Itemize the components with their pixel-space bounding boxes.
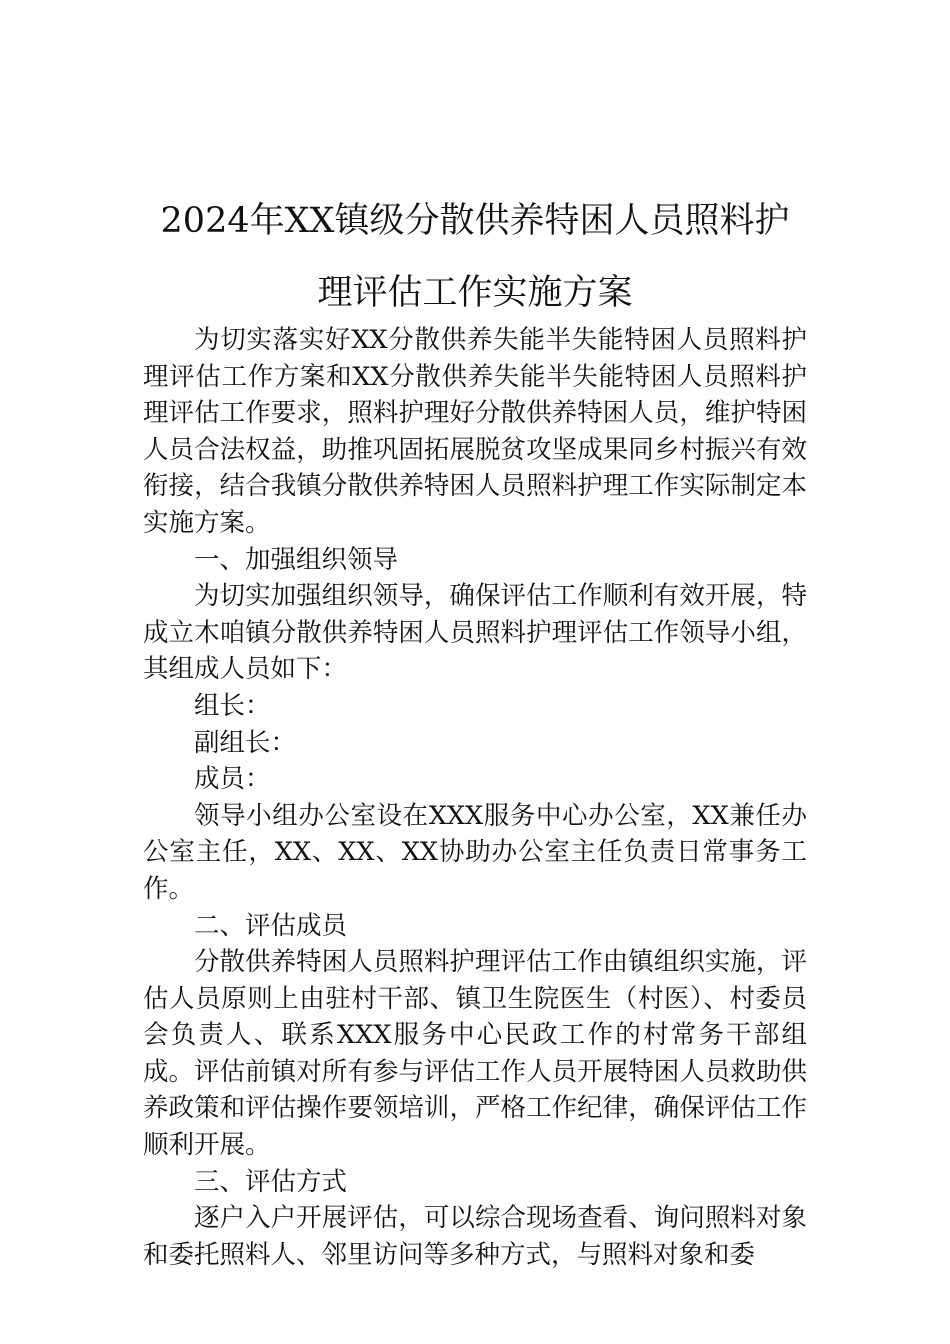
body-paragraph: 分散供养特困人员照料护理评估工作由镇组织实施，评估人员原则上由驻村干部、镇卫生院医生（村医）、村委员会负责人、联系XXX服务中心民政工作的村常务干部组成。评估前镇对所有参与评估工作人员开展特困人员救助供养政策和评估操作要领培训，严格工作纪律，确保评估工作顺利开展。 bbox=[143, 947, 807, 1161]
section-heading-3: 三、评估方式 bbox=[194, 1166, 348, 1197]
body-paragraph: 领导小组办公室设在XXX服务中心办公室，XX兼任办公室主任，XX、XX、XX协助办公室主任负责日常事务工作。 bbox=[143, 800, 807, 904]
intro-paragraph: 为切实落实好XX分散供养失能半失能特困人员照料护理评估工作方案和XX分散供养失能半失能特困人员照料护理评估工作要求，照料护理好分散供养特困人员，维护特困人员合法权益，助推巩固拓展脱贫攻坚成果同乡村振兴有效衔接，结合我镇分散供养特困人员照料护理工作实际制定本实施方案。 bbox=[143, 325, 807, 538]
title-line-1: 2024年XX镇级分散供养特困人员照料护 bbox=[160, 201, 790, 242]
members-line: 成员： bbox=[194, 764, 271, 795]
document-body bbox=[143, 322, 807, 1273]
document-title bbox=[120, 185, 830, 329]
body-paragraph: 为切实加强组织领导，确保评估工作顺利有效开展，特成立木咱镇分散供养特困人员照料护理评估工作领导小组，其组成人员如下： bbox=[143, 581, 807, 685]
title-line-2: 理评估工作实施方案 bbox=[317, 273, 633, 314]
body-paragraph: 逐户入户开展评估，可以综合现场查看、询问照料对象和委托照料人、邻里访问等多种方式，与照料对象和委 bbox=[143, 1203, 807, 1270]
section-heading-1: 一、加强组织领导 bbox=[194, 544, 399, 575]
section-heading-2: 二、评估成员 bbox=[194, 910, 348, 941]
leader-line: 组长： bbox=[194, 690, 271, 721]
deputy-leader-line: 副组长： bbox=[194, 727, 297, 758]
